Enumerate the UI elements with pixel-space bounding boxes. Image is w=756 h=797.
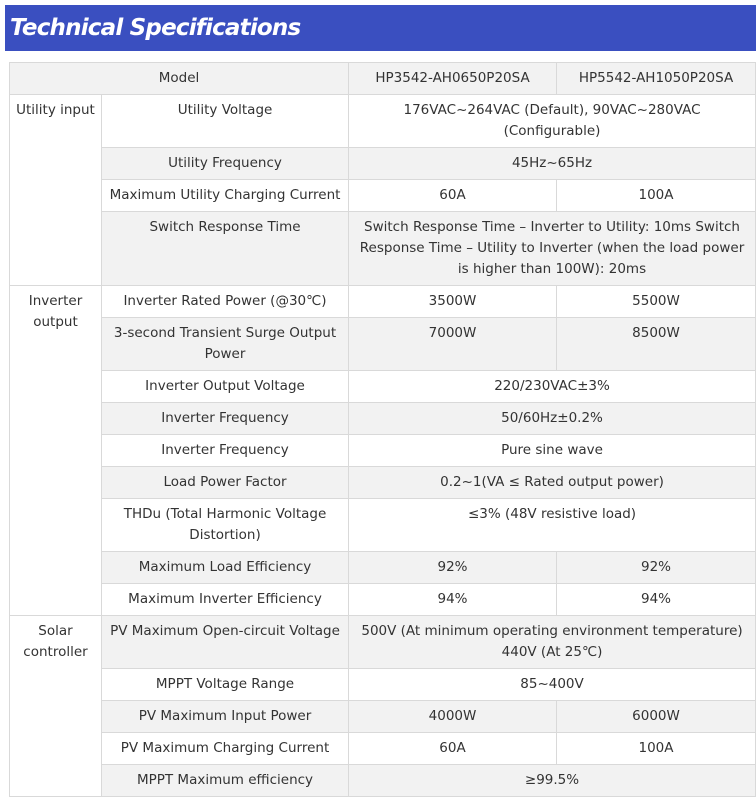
spec-value: 176VAC~264VAC (Default), 90VAC~280VAC (Configurable) (349, 95, 756, 148)
page-title: Technical Specifications (10, 15, 301, 41)
section-label: Inverter output (10, 286, 102, 616)
spec-value: 50/60Hz±0.2% (349, 403, 756, 435)
spec-value: 92% (349, 552, 557, 584)
table-row (10, 552, 756, 584)
table-header-row (10, 63, 756, 95)
table-row (10, 180, 756, 212)
spec-label: Inverter Frequency (102, 403, 349, 435)
table-row (10, 669, 756, 701)
model-1-header: HP3542-AH0650P20SA (349, 63, 557, 95)
spec-value: 94% (557, 584, 756, 616)
table-row (10, 286, 756, 318)
specifications-table (9, 62, 756, 797)
spec-value: 100A (557, 733, 756, 765)
spec-value: ≤3% (48V resistive load) (349, 499, 756, 552)
spec-value: 3500W (349, 286, 557, 318)
table-row (10, 318, 756, 371)
table-row (10, 733, 756, 765)
spec-label: Load Power Factor (102, 467, 349, 499)
spec-label: Utility Voltage (102, 95, 349, 148)
spec-value: 85~400V (349, 669, 756, 701)
table-row (10, 95, 756, 148)
spec-label: THDu (Total Harmonic Voltage Distortion) (102, 499, 349, 552)
model-2-header: HP5542-AH1050P20SA (557, 63, 756, 95)
spec-value: 94% (349, 584, 557, 616)
spec-value: 8500W (557, 318, 756, 371)
spec-value: 4000W (349, 701, 557, 733)
table-row (10, 616, 756, 669)
spec-value: ≥99.5% (349, 765, 756, 797)
section-label: Utility input (10, 95, 102, 286)
spec-label: 3-second Transient Surge Output Power (102, 318, 349, 371)
table-row (10, 371, 756, 403)
spec-value: Switch Response Time – Inverter to Utility: 10ms Switch Response Time – Utility to Inverter (when the load power is higher than 100W): 20ms (349, 212, 756, 286)
table-row (10, 765, 756, 797)
spec-label: PV Maximum Open-circuit Voltage (102, 616, 349, 669)
section-banner (5, 5, 756, 51)
spec-value: 45Hz~65Hz (349, 148, 756, 180)
spec-label: Maximum Load Efficiency (102, 552, 349, 584)
spec-value: 100A (557, 180, 756, 212)
table-row (10, 403, 756, 435)
table-row (10, 499, 756, 552)
spec-value: 60A (349, 733, 557, 765)
spec-value: 7000W (349, 318, 557, 371)
spec-value: 500V (At minimum operating environment temperature) 440V (At 25℃) (349, 616, 756, 669)
spec-label: PV Maximum Input Power (102, 701, 349, 733)
spec-value: 6000W (557, 701, 756, 733)
spec-label: Inverter Output Voltage (102, 371, 349, 403)
spec-label: Switch Response Time (102, 212, 349, 286)
model-header: Model (10, 63, 349, 95)
spec-value: 92% (557, 552, 756, 584)
spec-label: Maximum Inverter Efficiency (102, 584, 349, 616)
table-row (10, 435, 756, 467)
table-row (10, 148, 756, 180)
spec-value: 60A (349, 180, 557, 212)
spec-value: 0.2~1(VA ≤ Rated output power) (349, 467, 756, 499)
spec-label: Utility Frequency (102, 148, 349, 180)
table-row (10, 701, 756, 733)
table-row (10, 212, 756, 286)
spec-label: Inverter Frequency (102, 435, 349, 467)
spec-label: Maximum Utility Charging Current (102, 180, 349, 212)
spec-value: 220/230VAC±3% (349, 371, 756, 403)
spec-label: PV Maximum Charging Current (102, 733, 349, 765)
table-row (10, 467, 756, 499)
spec-value: 5500W (557, 286, 756, 318)
table-row (10, 584, 756, 616)
spec-label: Inverter Rated Power (@30℃) (102, 286, 349, 318)
spec-value: Pure sine wave (349, 435, 756, 467)
spec-label: MPPT Voltage Range (102, 669, 349, 701)
spec-label: MPPT Maximum efficiency (102, 765, 349, 797)
section-label: Solar controller (10, 616, 102, 797)
